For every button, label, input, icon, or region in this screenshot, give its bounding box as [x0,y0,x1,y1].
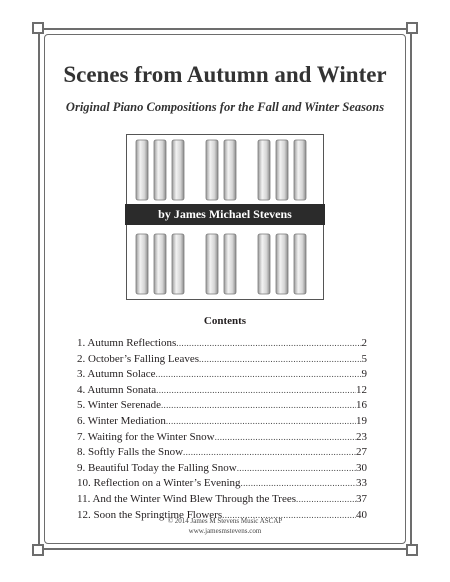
cover-subtitle: Original Piano Compositions for the Fall and Winter Seasons [65,100,385,114]
toc-entry-title: 2. October’s Falling Leaves [77,352,199,365]
author-banner: by James Michael Stevens [125,204,325,225]
toc-entry [77,352,367,368]
corner-ornament-bottom-left [32,544,44,556]
toc-entry-page: 40 [356,508,367,521]
table-of-contents [77,336,367,523]
piano-key [136,234,148,294]
website-url: www.jamesmstevens.com [188,527,262,535]
toc-dot-leader [241,476,356,492]
toc-entry-title: 10. Reflection on a Winter’s Evening [77,477,241,490]
toc-dot-leader [161,398,356,414]
toc-entry [77,430,367,446]
toc-entry-title: 1. Autumn Reflections [77,337,177,349]
toc-dot-leader [296,492,356,508]
piano-key [224,140,236,200]
toc-entry-title: 6. Winter Mediation [77,414,166,427]
toc-entry-page: 2 [361,337,367,349]
piano-key [172,234,184,294]
toc-dot-leader [176,336,361,352]
piano-key [206,234,218,294]
piano-key [136,140,148,200]
copyright-line: © 2014 James M Stevens Music ASCAP [167,517,283,525]
piano-key [258,234,270,294]
piano-key [276,140,288,200]
toc-entry [77,383,367,399]
corner-ornament-top-left [32,22,44,34]
toc-entry-title: 11. And the Winter Wind Blew Through the Trees [77,492,297,505]
piano-key [172,140,184,200]
toc-entry-page: 16 [356,399,367,412]
piano-key [294,234,306,294]
toc-dot-leader [156,367,362,383]
toc-entry-title: 7. Waiting for the Winter Snow [77,430,215,443]
toc-entry [77,367,367,383]
contents-heading: Contents [203,315,247,327]
toc-entry-title: 9. Beautiful Today the Falling Snow [77,461,237,474]
piano-key [224,234,236,294]
piano-key [276,234,288,294]
toc-entry [77,492,367,508]
toc-entry-title: 5. Winter Serenade [77,399,161,412]
toc-entry [77,336,367,352]
piano-key [154,140,166,200]
corner-ornament-top-right [406,22,418,34]
toc-entry [77,398,367,414]
piano-key [154,234,166,294]
toc-entry [77,461,367,477]
toc-dot-leader [199,352,362,368]
corner-ornament-bottom-right [406,544,418,556]
toc-entry [77,414,367,430]
toc-entry-page: 37 [356,492,367,505]
toc-entry-title: 12. Soon the Springtime Flowers [77,508,223,521]
cover-title: Scenes from Autumn and Winter [63,62,387,87]
toc-entry-title: 4. Autumn Sonata [77,383,157,396]
toc-dot-leader [166,414,356,430]
toc-entry-page: 9 [361,368,367,381]
toc-dot-leader [156,383,356,399]
toc-entry [77,445,367,461]
toc-entry-title: 8. Softly Falls the Snow [77,446,184,459]
toc-entry-page: 30 [356,461,367,474]
piano-key [294,140,306,200]
piano-key [258,140,270,200]
toc-entry-page: 23 [356,430,367,443]
toc-dot-leader [183,445,356,461]
toc-dot-leader [215,430,356,446]
toc-entry-page: 33 [356,477,367,490]
piano-key [206,140,218,200]
toc-entry-page: 5 [361,352,367,365]
toc-entry [77,476,367,492]
toc-entry-page: 12 [356,383,367,396]
toc-entry-page: 27 [356,446,367,459]
toc-entry-title: 3. Autumn Solace [77,368,156,381]
toc-entry-page: 19 [356,414,367,427]
toc-dot-leader [237,461,356,477]
